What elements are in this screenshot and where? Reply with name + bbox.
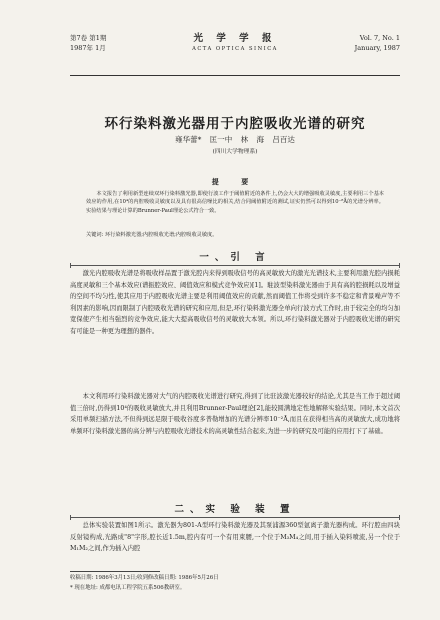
footnote-current-address: * 现在地址: 成都电讯工程学院五系506教研室。 xyxy=(70,585,186,591)
header-volume-cn: 第7卷 第1期 xyxy=(70,34,107,42)
section-rule-experiment xyxy=(70,517,400,518)
section-rule-introduction xyxy=(70,265,400,266)
header-date-en: January, 1987 xyxy=(354,44,400,52)
section-title-introduction: 一、引 言 xyxy=(199,252,271,263)
intro-paragraph-2: 本文利用环行染料激光器对大气的内腔吸收光谱进行研究,得到了比驻波激光器较好的结论,尤其是当工作于超过阈值三倍时,仍得到10⁴的吸收灵敏放大,并且利用Brunner-Paul理论[2],能较圆满地定性地解释实验结果。同时,本文首次采用单频扫描方法,不但得到远足限于吸收谷度多普勒增加的光谱分辨率10⁻²Å,而且在获得相当高的灵敏放大,成功地将单频环行染料激光器的高分辨与内腔吸收光谱技术的高灵敏性结合起来,为进一步的研究及可能的应用打下了基础。 xyxy=(70,393,400,435)
experiment-paragraph-1: 总体实验装置如图1所示。激光器为801-A型环行染料激光器及其泵浦源360型氩离子激光器构成。环行腔由四块反射镜构成,光路成"8"字形,腔长近1.5m,腔内有可一个有用束腰,一个位于M₃M₄之间,用于插入染料喷流,另一个位于M₁M₂之间,作为插入内腔 xyxy=(70,522,400,553)
article-affiliation: (四川大学物理系) xyxy=(212,149,258,155)
abstract-keywords: 关键词: 环行染料激光器;内腔吸收光谱;内腔吸收灵敏度。 xyxy=(86,232,218,238)
running-header xyxy=(70,33,400,75)
header-divider xyxy=(70,75,400,76)
abstract-heading: 提 要 xyxy=(211,177,259,186)
abstract-body: 本文报告了利用新型连续双环行染料激光器,即使行波工作于阈值附近的条件上,仍会大大的增强吸收灵敏度,主要利用三个基本效应的作用,在10⁴的内腔吸收灵敏度以及具有很高信噪比的相关,结合同阈值附近的测试,证实仍然可以得到10⁻⁸Å的光谱分辨率。实验结果与理论计算的Brunner-Paul理论公式符合一致。 xyxy=(86,191,384,214)
intro-paragraph-1: 激光内腔吸收光谱是将吸收样品置于激光腔内来得到吸收信号的高灵敏放大的激光光谱技术,主要利用激光腔内损耗高度灵敏和三个基本效应(谱振腔效应、阈值效应和模式竞争效应)[1]。駐波型染料激光器由于具有高的腔损耗以及增益的空间不均匀性,使其应用于内腔吸收光谱主要是利用阈值效应的贡献,然而阈值工作将受到许多不稳定和背景噪声等不利因素的影响,因而限制了内腔吸收光谱的研究和应用,但是,环行染料激光器全单向行波方式工作时,由于较完全的均匀加宽保使产生相当强烈的竞争效应,能大大提高吸收信号的灵敏放大本领。所以,环行染料激光器对于内腔吸收光谱的研究有可能是一种更为理想的器件。 xyxy=(70,270,400,335)
journal-name-cn: 光 学 学 报 xyxy=(193,33,277,44)
header-volume-en: Vol. 7, No. 1 xyxy=(359,34,400,42)
header-date-cn: 1987年 1月 xyxy=(70,44,106,52)
journal-name-en: ACTA OPTICA SINICA xyxy=(192,46,278,52)
header-right xyxy=(355,33,400,53)
footnote-divider xyxy=(70,571,160,572)
footnote-received: 收稿日期: 1986年3月13日;收到修改稿日期: 1986年5月26日 xyxy=(70,575,219,581)
article-authors: 雍华蕾* 匡一中 林 海 吕百达 xyxy=(175,135,295,144)
section-title-experiment: 二、实 验 装 置 xyxy=(174,504,296,515)
header-journal xyxy=(70,33,400,53)
article-title: 环行染料激光器用于内腔吸收光谱的研究 xyxy=(104,116,366,132)
